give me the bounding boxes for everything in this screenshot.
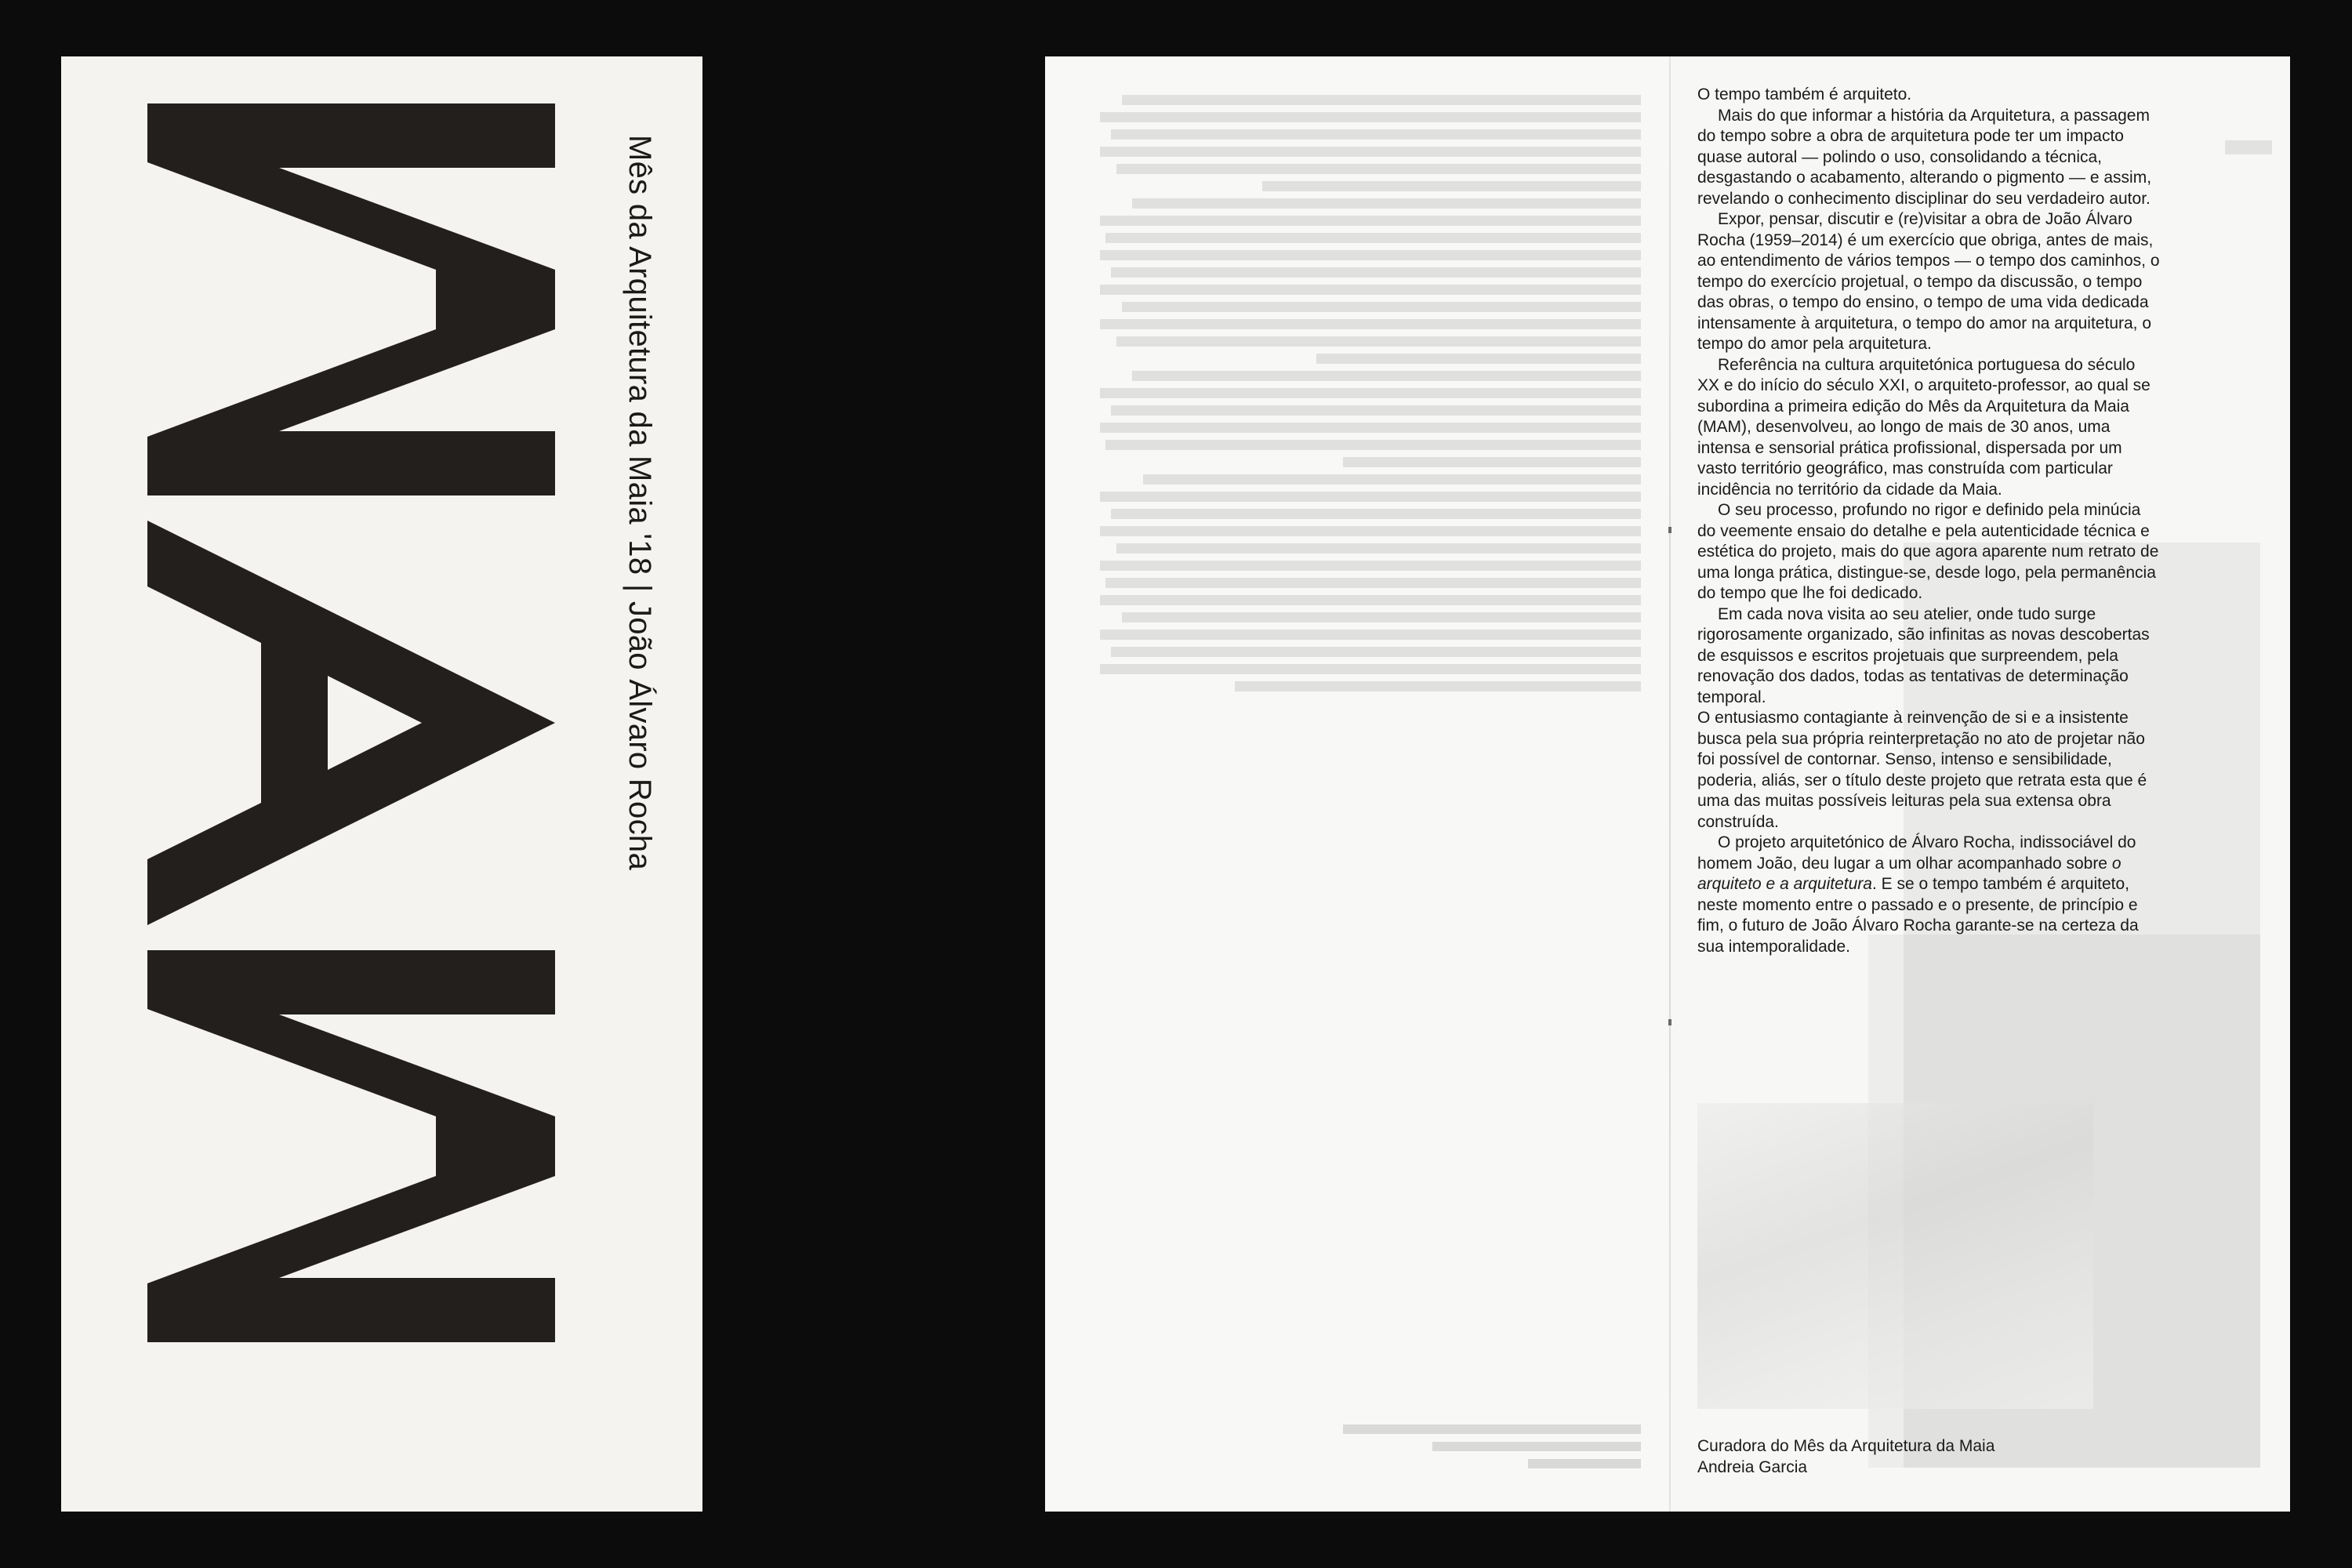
essay-paragraph: Expor, pensar, discutir e (re)visitar a obra de João Álvaro Rocha (1959–2014) é um exercício que obriga, antes de mais, ao entendimento de vários tempos — o tempo dos caminhos, o tempo do exercício projetual, o tempo da discussão, o tempo das obras, o tempo do ensino, o tempo de uma vida dedicada intensamente à arquitetura, o tempo do amor na arquitetura, o tempo do amor pela arquitetura. (1697, 210, 2160, 353)
faint-photograph (1697, 1103, 2093, 1409)
signature-role: Curadora do Mês da Arquitetura da Maia (1697, 1437, 1995, 1455)
mam-logo (85, 80, 602, 1491)
essay-emphasis: o arquiteto e a arquitetura (1697, 854, 2122, 893)
open-spread: ▬ O tempo também é arquiteto. Mais do que informar a história da Arquitetura, a passagem do tempo sobre a obra de arquitetura pode ter um impacto quase autoral — polindo o uso, consolidando a técnica, desgastando o acabamento, alterando o pigmento — e assim, revelando o conhecimento disciplinar do seu verdadeiro autor. Expor, pensar, discutir e (re)visitar a obra de João Álvaro Rocha (1959–2014) é um exercício que obriga, antes de mais, ao entendimento de vários tempos — o tempo dos caminhos, o tempo do exercício projetual, o tempo da discussão, o tempo das obras, o tempo do ensino, o tempo de uma vida dedicada intensamente à arquitetura, o tempo do amor na arquitetura, o tempo do amor pela arquitetura. Referência na cultura arquitetónica portuguesa do século XX e do início do século XXI, o arquiteto-professor, ao qual se subordina a primeira edição do Mês da Arquitetura da Maia (MAM), desenvolveu, ao longo de mais de 30 anos, uma intensa e sensorial prática profissional, dispersada por um vasto território geográfico, mas construída com particular incidência no território da cidade da Maia. O seu processo, profundo no rigor e definido pela minúcia do veemente ensaio do detalhe e pela autenticidade técnica e estética do projeto, mais do que agora aparente num retrato de uma longa prática, distingue-se, desde logo, pela permanência do tempo que lhe foi dedicado. Em cada nova visita ao seu atelier, onde tudo surge rigorosamente organizado, são infinitas as novas descobertas de esquissos e escritos projetuais que surpreendem, pela renovação dos dados, todas as tentativas de determinação temporal. O entusiasmo contagiante à reinvenção de si e a insistente busca pela sua própria reinterpretação no ato de projetar não foi possível de contornar. Senso, intenso e sensibilidade, poderia, aliás, ser o título deste projeto que retrata esta que é uma das muitas possíveis leituras pela sua extensa obra construída. O projeto arquitetónico de Álvaro Rocha, indissociável do homem João, deu lugar a um olhar acompanhado sobre o arquiteto e a arquitetura. E se o tempo também é arquiteto, neste momento entre o passado e o presente, de princípio e fim, o futuro de João Álvaro Rocha garante-se na certeza da sua intemporalidade. Curadora do Mês da Arquitetura da Maia Andreia Garcia (1045, 56, 2290, 1512)
essay-paragraph: O entusiasmo contagiante à reinvenção de si e a insistente busca pela sua própria reinterpretação no ato de projetar não foi possível de contornar. Senso, intenso e sensibilidade, poderia, aliás, ser o título deste projeto que retrata esta que é uma das muitas possíveis leituras pela sua extensa obra construída. (1697, 709, 2147, 831)
logo-a (147, 521, 555, 925)
staple-top (1668, 527, 1671, 533)
logo-m-top (147, 103, 555, 495)
logo-m-bottom (147, 950, 555, 1342)
signature (1697, 1436, 2136, 1478)
cover-subtitle: Mês da Arquitetura da Maia '18 | João Álvaro Rocha (622, 135, 657, 870)
essay-paragraph: O seu processo, profundo no rigor e definido pela minúcia do veemente ensaio do detalhe e pela autenticidade técnica e estética do projeto, mais do que agora aparente num retrato de uma longa prática, distingue-se, desde logo, pela permanência do tempo que lhe foi dedicado. (1697, 501, 2159, 602)
essay-text-run: . E se o tempo também é arquiteto, neste momento entre o passado e o presente, de princípio e fim, o futuro de João Álvaro Rocha garante-se na certeza da sua intemporalidade. (1697, 875, 2139, 956)
spread-left-page (1045, 56, 1668, 1512)
essay-paragraph: Em cada nova visita ao seu atelier, onde tudo surge rigorosamente organizado, são infinitas as novas descobertas de esquissos e escritos projetuais que surpreendem, pela renovação dos dados, todas as tentativas de determinação temporal. (1697, 604, 2150, 706)
essay-text-run: O projeto arquitetónico de Álvaro Rocha, indissociável do homem João, deu lugar a um olhar acompanhado sobre (1697, 833, 2136, 873)
show-through-text (1100, 88, 1641, 698)
center-fold (1669, 56, 1671, 1512)
cover-leaflet (61, 56, 702, 1512)
signature-name: Andreia Garcia (1697, 1457, 1808, 1476)
show-through-footer (1343, 1417, 1641, 1476)
essay-paragraph: O tempo também é arquiteto. (1697, 85, 1912, 103)
essay-text (1697, 85, 2160, 957)
essay-paragraph: Referência na cultura arquitetónica portuguesa do século XX e do início do século XXI, o arquiteto-professor, ao qual se subordina a primeira edição do Mês da Arquitetura da Maia (MAM), desenvolveu, ao longo de mais de 30 anos, uma intensa e sensorial prática profissional, dispersada por um vasto território geográfico, mas construída com particular incidência no território da cidade da Maia. (1697, 355, 2151, 499)
essay-paragraph (1697, 833, 2160, 957)
staple-bottom (1668, 1019, 1671, 1025)
essay-paragraph: Mais do que informar a história da Arquitetura, a passagem do tempo sobre a obra de arquitetura pode ter um impacto quase autoral — polindo o uso, consolidando a técnica, desgastando o acabamento, alterando o pigmento — e assim, revelando o conhecimento disciplinar do seu verdadeiro autor. (1697, 106, 2152, 208)
